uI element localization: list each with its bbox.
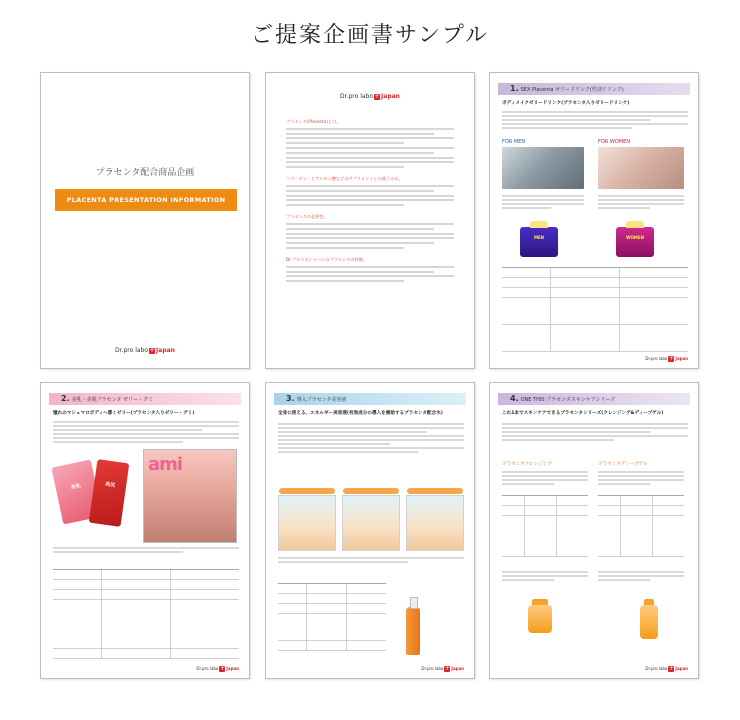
women-package: WOMEN [616, 227, 654, 257]
section-heading: コラーゲン・ヒアルロン酸などのサプリメントとの違うのか。 [286, 176, 403, 182]
page-subhead: ボディメイクゼリードリンク(プラセンタ入りゼリードリンク) [502, 101, 630, 106]
for-women-label: FOR WOMEN [598, 139, 630, 145]
brand-logo: Dr.pro labo+Japan [340, 92, 400, 100]
jelly-package: 美乳 [51, 459, 102, 524]
page-heading: ご提案企画書サンプル [250, 23, 490, 48]
page-subhead: 全身に使える、エネルギー美容液(有効成分の導入を補助するプラセンタ配合水) [278, 411, 443, 416]
product-title: プラセンタクレンジング [502, 462, 552, 467]
page-band: 2. 美乳・美肌プラセンタ ゼリー・グミ [49, 393, 241, 405]
spec-table [278, 583, 386, 651]
cleansing-jar [528, 605, 552, 633]
brand-logo: Dr.pro labo+Japan [115, 346, 175, 354]
for-men-label: FOR MEN [502, 139, 526, 145]
page-band: 1. SEX Placenta ゼリードリンク(性別ドリンク) [498, 83, 690, 95]
concept-text [502, 109, 688, 131]
page-band: 4. ONE THIS プラセンタスキンケアシリーズ [498, 393, 690, 405]
spec-table [502, 495, 588, 557]
proposal-page-text[interactable] [265, 72, 475, 369]
spec-table [598, 495, 684, 557]
text-body [286, 111, 454, 285]
jelly-package: 美尻 [89, 459, 130, 527]
page-band: 3. 導入プラセンタ美容液 [274, 393, 466, 405]
product-title: プラセンタディープゲル [598, 462, 648, 467]
proposal-page-jelly-gummy[interactable] [40, 382, 250, 679]
concept-text [278, 421, 464, 455]
page-subhead: 憧れのマシュマロボディへ導くゼリー(プラセンタ入りゼリー・グミ) [53, 411, 195, 416]
section-heading: プラセンタの必要性。 [286, 214, 328, 220]
section-heading: プラセンタ(Placenta)とは。 [286, 119, 341, 124]
page-subhead: これ1本でスキンケアできるプラセンタシリーズ(クレンジング&ディープゲル) [502, 411, 664, 416]
skin-diagram [278, 495, 336, 551]
proposal-page-cover[interactable] [40, 72, 250, 369]
concept-text [502, 421, 688, 443]
skin-diagram [406, 495, 464, 551]
gel-tube [640, 605, 658, 639]
men-package: MEN [520, 227, 558, 257]
brand-logo: Dr.pro labo+Japan [421, 665, 464, 672]
section-heading: Dr.プロラボジャパンのプラセンタの特徴。 [286, 256, 368, 262]
brand-logo: Dr.pro labo+Japan [645, 355, 688, 362]
magazine-image: ami [143, 449, 237, 543]
skin-diagram [342, 495, 400, 551]
spec-table [502, 267, 688, 352]
spec-table [53, 569, 239, 659]
cross-icon: + [374, 92, 380, 100]
cover-title: プラセンタ配合商品企画 [95, 168, 195, 178]
brand-logo: Dr.pro labo+Japan [645, 665, 688, 672]
cross-icon: + [149, 346, 155, 354]
proposal-page-serum[interactable] [265, 382, 475, 679]
concept-text [53, 419, 239, 445]
women-photo [598, 147, 684, 189]
serum-bottle [406, 607, 420, 655]
proposal-page-skincare[interactable] [489, 382, 699, 679]
proposal-page-jelly-drink[interactable] [489, 72, 699, 369]
cover-band: PLACENTA PRESENTATION INFORMATION [55, 189, 237, 211]
men-photo [502, 147, 584, 189]
brand-logo: Dr.pro labo+Japan [196, 665, 239, 672]
